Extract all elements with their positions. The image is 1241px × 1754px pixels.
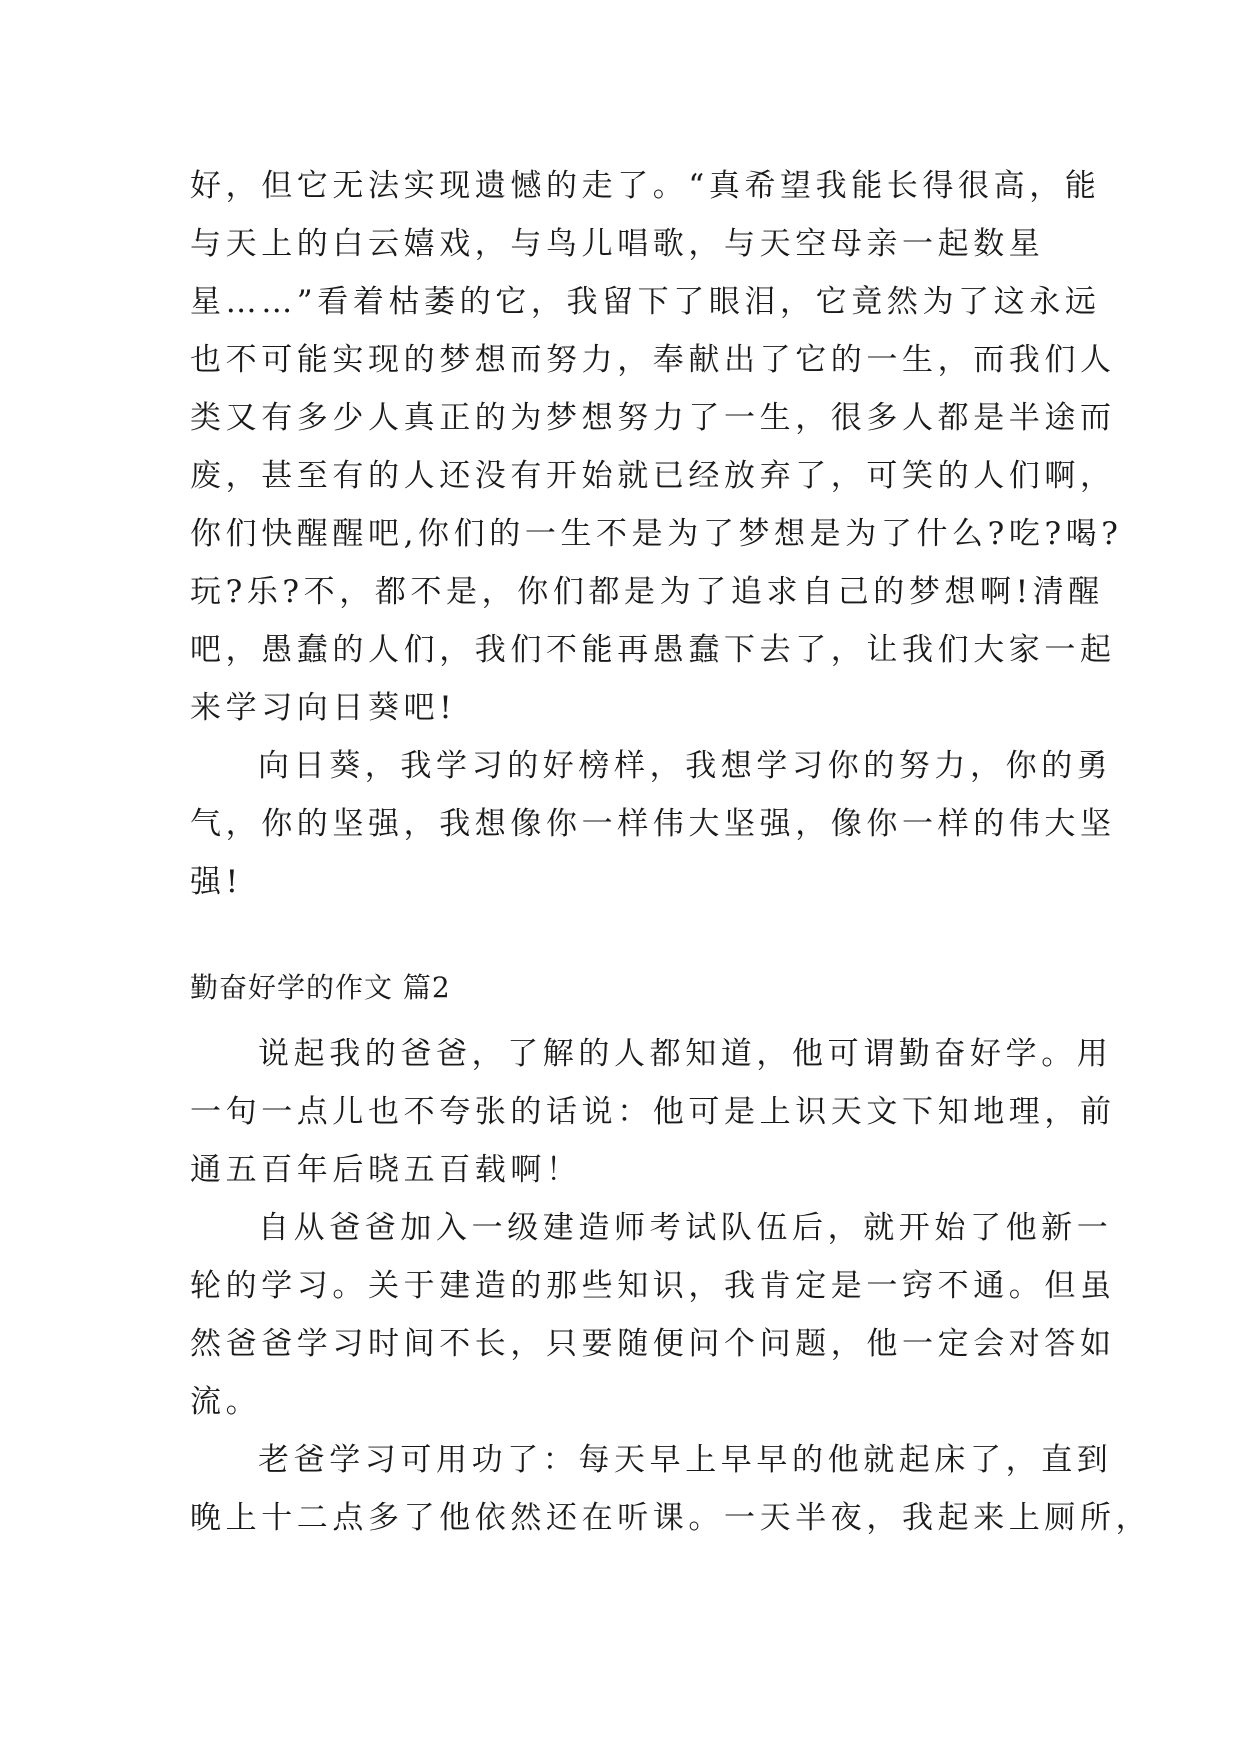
text-line: 吧，愚蠢的人们，我们不能再愚蠢下去了，让我们大家一起	[190, 632, 1116, 668]
text-line: 轮的学习。关于建造的那些知识，我肯定是一窍不通。但虽	[190, 1268, 1116, 1304]
text-line: 老爸学习可用功了：每天早上早早的他就起床了，直到	[258, 1442, 1113, 1478]
section-heading: 勤奋好学的作文 篇2	[190, 971, 451, 1004]
body-text-part2	[190, 1025, 1152, 1547]
text-line: 来学习向日葵吧!	[190, 690, 457, 726]
text-line: 气，你的坚强，我想像你一样伟大坚强，像你一样的伟大坚	[190, 806, 1116, 842]
text-line: 好，但它无法实现遗憾的走了。“真希望我能长得很高，能	[190, 168, 1101, 204]
text-line: 玩?乐?不，都不是，你们都是为了追求自己的梦想啊!清醒	[190, 574, 1104, 610]
text-line: 强!	[190, 864, 243, 900]
text-line: 你们快醒醒吧,你们的一生不是为了梦想是为了什么?吃?喝?	[190, 516, 1123, 552]
text-line: 说起我的爸爸，了解的人都知道，他可谓勤奋好学。用	[258, 1036, 1113, 1072]
text-line: 然爸爸学习时间不长，只要随便问个问题，他一定会对答如	[190, 1326, 1116, 1362]
text-line: 向日葵，我学习的好榜样，我想学习你的努力，你的勇	[258, 748, 1113, 784]
text-line: 与天上的白云嬉戏，与鸟儿唱歌，与天空母亲一起数星	[190, 226, 1045, 262]
text-line: 流。	[190, 1384, 262, 1420]
text-line: 星……”看着枯萎的它，我留下了眼泪，它竟然为了这永远	[190, 284, 1101, 320]
text-line: 废，甚至有的人还没有开始就已经放弃了，可笑的人们啊，	[190, 458, 1116, 494]
text-line: 也不可能实现的梦想而努力，奉献出了它的一生，而我们人	[190, 342, 1116, 378]
body-text-part1	[190, 157, 1123, 911]
text-line: 通五百年后晓五百载啊！	[190, 1152, 582, 1188]
text-line: 类又有多少人真正的为梦想努力了一生，很多人都是半途而	[190, 400, 1116, 436]
text-line: 自从爸爸加入一级建造师考试队伍后，就开始了他新一	[258, 1210, 1113, 1246]
text-line: 一句一点儿也不夸张的话说：他可是上识天文下知地理，前	[190, 1094, 1116, 1130]
text-line: 晚上十二点多了他依然还在听课。一天半夜，我起来上厕所，	[190, 1500, 1152, 1536]
